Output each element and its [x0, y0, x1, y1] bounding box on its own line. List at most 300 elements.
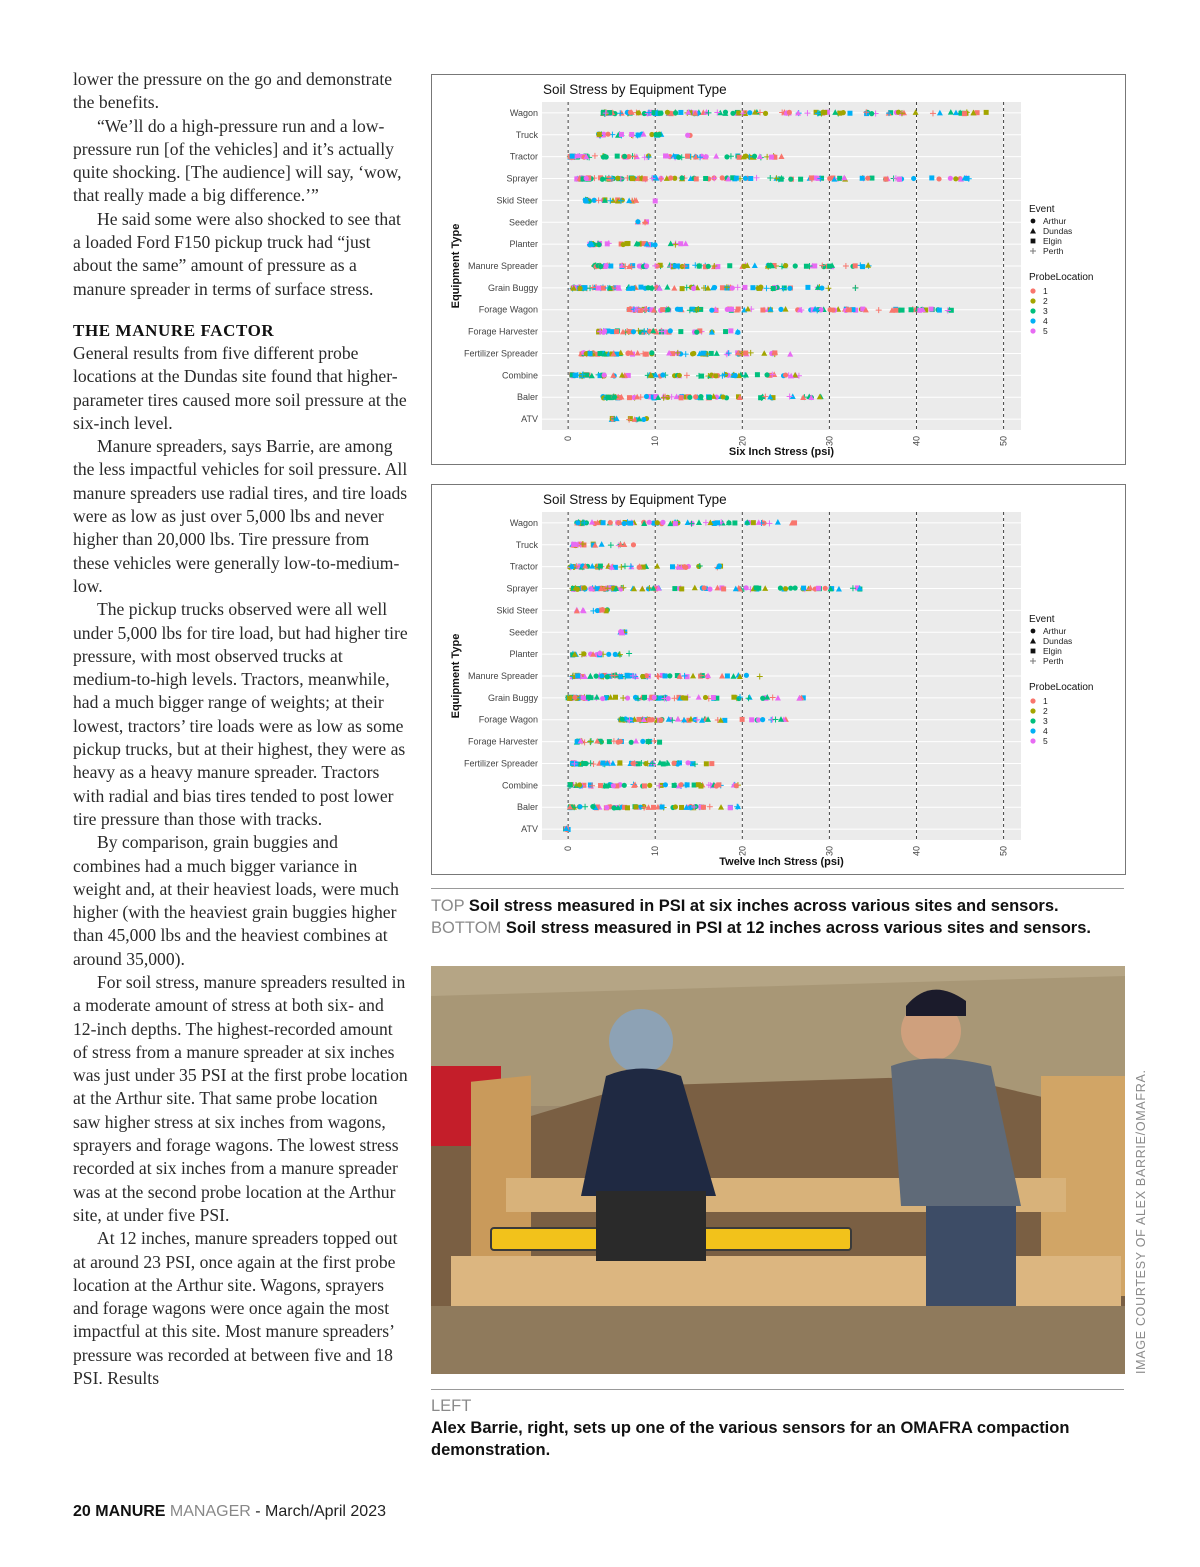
- legend-probe-label: 5: [1043, 326, 1048, 336]
- data-point: [847, 307, 852, 312]
- page-number: 20: [73, 1503, 91, 1520]
- photo-illustration: [431, 966, 1125, 1374]
- data-point: [577, 804, 582, 809]
- data-point: [691, 351, 696, 356]
- data-point: [741, 264, 746, 269]
- data-point: [597, 242, 602, 247]
- data-point: [581, 651, 586, 656]
- data-point: [576, 153, 581, 158]
- data-point: [599, 608, 604, 613]
- legend-event-label: Elgin: [1043, 236, 1062, 246]
- data-point: [706, 264, 711, 269]
- x-axis-title: Twelve Inch Stress (psi): [719, 856, 844, 868]
- legend-probe-swatch: [1030, 698, 1035, 703]
- data-point: [619, 132, 624, 137]
- data-point: [751, 520, 756, 525]
- x-tick-label: 0: [563, 846, 574, 852]
- category-label: Truck: [515, 129, 538, 140]
- photo-caption-label: LEFT: [431, 1397, 472, 1415]
- data-point: [679, 586, 684, 591]
- data-point: [685, 133, 690, 138]
- article-paragraph: lower the pressure on the go and demonstrate the benefits.: [73, 69, 393, 113]
- data-point: [604, 805, 609, 810]
- data-point: [676, 155, 681, 160]
- category-label: Grain Buggy: [487, 282, 538, 293]
- data-point: [612, 395, 617, 400]
- caption-bottom-text: Soil stress measured in PSI at 12 inches across various sites and sensors.: [505, 919, 1091, 937]
- data-point: [581, 695, 586, 700]
- data-point: [640, 739, 645, 744]
- article-paragraphs-bottom: [73, 342, 408, 1390]
- data-point: [625, 673, 630, 678]
- data-point: [661, 761, 666, 766]
- legend-plus-icon: [1030, 658, 1036, 664]
- category-label: Fertilizer Spreader: [463, 758, 538, 769]
- category-label: Planter: [509, 649, 538, 660]
- article-paragraph: For soil stress, manure spreaders resulted in a moderate amount of stress at both six- and 12-inch depths. The highest-recorded amount of stress from a manure spreader at six inches was just under 35 PSI at the first probe location at the Arthur site. That same probe location saw higher stress at six inches from wagons, sprayers and forage wagons. The lowest stress recorded at six inches from a manure spreader was at the second probe location at the Arthur site, at under five PSI.: [73, 971, 408, 1225]
- data-point: [643, 176, 648, 181]
- data-point: [614, 329, 619, 334]
- caption-top: [431, 895, 1124, 917]
- caption-bottom-label: BOTTOM: [431, 919, 502, 937]
- x-tick-label: 20: [737, 436, 748, 447]
- data-point: [595, 608, 600, 613]
- data-point: [570, 154, 575, 159]
- legend-event-title: Event: [1029, 204, 1055, 215]
- data-point: [618, 586, 623, 591]
- data-point: [575, 673, 580, 678]
- data-point: [823, 586, 828, 591]
- data-point: [622, 154, 627, 159]
- data-point: [683, 696, 688, 701]
- data-point: [771, 286, 776, 291]
- chart-title: Soil Stress by Equipment Type: [543, 82, 727, 97]
- data-point: [606, 652, 611, 657]
- data-point: [769, 155, 774, 160]
- data-point: [647, 783, 652, 788]
- data-point: [728, 805, 733, 810]
- legend-event-label: Arthur: [1043, 626, 1067, 636]
- legend-probe-label: 3: [1043, 716, 1048, 726]
- article-paragraph: Manure spreaders, says Barrie, are among the less impactful vehicles for soil pressure. All manure spreaders use radial tires, and tire loads were as low as just over 5,000 lbs and never higher than 20,000 lbs. Tire pressure from these vehicles were generally low-to-medium-low.: [73, 436, 408, 596]
- data-point: [715, 520, 720, 525]
- data-point: [782, 285, 787, 290]
- data-point: [869, 111, 874, 116]
- photo-caption-text: Alex Barrie, right, sets up one of the various sensors for an OMAFRA compaction demonstration.: [431, 1419, 1070, 1459]
- data-point: [652, 695, 657, 700]
- data-point: [792, 520, 797, 525]
- data-point: [622, 783, 627, 788]
- data-point: [657, 695, 662, 700]
- data-point: [720, 394, 725, 399]
- data-point: [694, 176, 699, 181]
- x-tick-label: 0: [563, 436, 574, 442]
- data-point: [668, 175, 673, 180]
- data-point: [732, 520, 737, 525]
- data-point: [730, 111, 735, 116]
- chart-title: Soil Stress by Equipment Type: [543, 492, 727, 507]
- data-point: [744, 585, 749, 590]
- legend-probe-swatch: [1030, 308, 1035, 313]
- data-point: [620, 198, 625, 203]
- data-point: [653, 198, 658, 203]
- data-point: [818, 307, 823, 312]
- data-point: [671, 761, 676, 766]
- data-point: [679, 395, 684, 400]
- data-point: [680, 286, 685, 291]
- legend-square-icon: [1031, 649, 1036, 654]
- category-label: Forage Harvester: [467, 326, 538, 337]
- data-point: [691, 286, 696, 291]
- data-point: [630, 286, 635, 291]
- category-label: Forage Wagon: [478, 714, 538, 725]
- data-point: [631, 542, 636, 547]
- data-point: [962, 111, 967, 116]
- data-point: [613, 695, 618, 700]
- legend-triangle-icon: [1030, 228, 1036, 234]
- legend-square-icon: [1031, 239, 1036, 244]
- data-point: [788, 586, 793, 591]
- article-paragraph: The pickup trucks observed were all well under 5,000 lbs for tire load, but had higher tire pressure, with most observed trucks at medium-to-high levels. Tractors, meanwhile, had a much bigger range of weights; at their lowest, tractors’ tire loads were as low as some pickup trucks, but at their highest, they were as heavy as a heavy manure spreader. Tractors with radial and bias tires tended to post lower tire pressure than those with tracks.: [73, 599, 408, 829]
- photo-caption: [431, 1395, 1124, 1461]
- data-point: [620, 717, 625, 722]
- data-point: [743, 351, 748, 356]
- data-point: [573, 373, 578, 378]
- data-point: [865, 176, 870, 181]
- legend-plus-icon: [1030, 248, 1036, 254]
- data-point: [596, 286, 601, 291]
- data-point: [828, 307, 833, 312]
- data-point: [911, 176, 916, 181]
- data-point: [628, 110, 633, 115]
- data-point: [744, 673, 749, 678]
- chart-captions: [431, 895, 1124, 939]
- data-point: [755, 372, 760, 377]
- x-tick-label: 10: [650, 436, 661, 447]
- data-point: [607, 739, 612, 744]
- article-paragraph: By comparison, grain buggies and combines had a much bigger variance in weight and, at their heaviest loads, were much higher (with the heaviest grain buggies higher than 45,000 lbs and the heaviest combines at around 35,000).: [73, 832, 399, 969]
- photo-sensor-setup: [431, 966, 1125, 1374]
- data-point: [805, 285, 810, 290]
- data-point: [605, 132, 610, 137]
- photo-credit: IMAGE COURTESY OF ALEX BARRIE/OMAFRA.: [1134, 1069, 1148, 1374]
- chart-six-inch-svg: [432, 75, 1125, 464]
- data-point: [613, 652, 618, 657]
- data-point: [772, 350, 777, 355]
- data-point: [598, 564, 603, 569]
- category-label: Planter: [509, 239, 538, 250]
- data-point: [599, 673, 604, 678]
- data-point: [663, 782, 668, 787]
- data-point: [679, 805, 684, 810]
- data-point: [929, 307, 934, 312]
- data-point: [701, 805, 706, 810]
- x-tick-label: 50: [998, 846, 1009, 857]
- data-point: [731, 695, 736, 700]
- data-point: [743, 176, 748, 181]
- data-point: [787, 110, 792, 115]
- category-label: ATV: [521, 414, 538, 425]
- data-point: [698, 394, 703, 399]
- data-point: [707, 395, 712, 400]
- section-heading: THE MANURE FACTOR: [73, 320, 275, 340]
- category-label: Tractor: [509, 561, 538, 572]
- data-point: [725, 673, 730, 678]
- category-label: Seeder: [508, 627, 538, 638]
- legend-probe-swatch: [1030, 728, 1035, 733]
- caption-bottom: [431, 917, 1124, 939]
- data-point: [673, 521, 678, 526]
- data-point: [704, 154, 709, 159]
- data-point: [649, 350, 654, 355]
- category-label: Sprayer: [506, 173, 538, 184]
- data-point: [567, 696, 572, 701]
- data-point: [602, 373, 607, 378]
- data-point: [953, 176, 958, 181]
- data-point: [917, 308, 922, 313]
- data-point: [630, 176, 635, 181]
- data-point: [577, 782, 582, 787]
- data-point: [646, 586, 651, 591]
- data-point: [853, 263, 858, 268]
- data-point: [690, 307, 695, 312]
- legend-probe-label: 1: [1043, 286, 1048, 296]
- data-point: [601, 154, 606, 159]
- data-point: [660, 520, 665, 525]
- data-point: [666, 307, 671, 312]
- legend-probe-label: 2: [1043, 296, 1048, 306]
- article-paragraph: General results from five different probe locations at the Dundas site found that higher-parameter tires caused more soil pressure at the six-inch level.: [73, 342, 407, 433]
- data-point: [788, 177, 793, 182]
- data-point: [657, 740, 662, 745]
- data-point: [584, 176, 589, 181]
- data-point: [622, 521, 627, 526]
- category-label: ATV: [521, 824, 538, 835]
- x-tick-label: 30: [824, 846, 835, 857]
- data-point: [729, 307, 734, 312]
- data-point: [658, 717, 663, 722]
- data-point: [600, 696, 605, 701]
- data-point: [697, 264, 702, 269]
- legend-event-label: Perth: [1043, 246, 1064, 256]
- data-point: [816, 586, 821, 591]
- legend-probe-swatch: [1030, 318, 1035, 323]
- data-point: [675, 307, 680, 312]
- data-point: [720, 175, 725, 180]
- legend-event-label: Elgin: [1043, 646, 1062, 656]
- category-label: Seeder: [508, 217, 538, 228]
- chart-twelve-inch: [431, 484, 1126, 875]
- data-point: [827, 176, 832, 181]
- data-point: [704, 761, 709, 766]
- category-label: Combine: [501, 370, 538, 381]
- data-point: [727, 263, 732, 268]
- data-point: [783, 586, 788, 591]
- data-point: [679, 782, 684, 787]
- category-label: Sprayer: [506, 583, 538, 594]
- y-axis-title: Equipment Type: [450, 223, 462, 309]
- data-point: [713, 373, 718, 378]
- data-point: [655, 520, 660, 525]
- data-point: [712, 285, 717, 290]
- data-point: [709, 308, 714, 313]
- data-point: [948, 176, 953, 181]
- data-point: [724, 154, 729, 159]
- data-point: [633, 804, 638, 809]
- y-axis-title: Equipment Type: [450, 633, 462, 719]
- article-paragraph: He said some were also shocked to see that a loaded Ford F150 pickup truck had “just about the same” amount of pressure as a manure spreader in terms of surface stress.: [73, 208, 401, 299]
- legend-event-label: Dundas: [1043, 226, 1073, 236]
- data-point: [672, 586, 677, 591]
- data-point: [597, 651, 602, 656]
- data-point: [929, 175, 934, 180]
- x-axis-title: Six Inch Stress (psi): [728, 446, 835, 458]
- data-point: [665, 110, 670, 115]
- data-point: [615, 154, 620, 159]
- data-point: [733, 373, 738, 378]
- data-point: [936, 176, 941, 181]
- data-point: [635, 241, 640, 246]
- data-point: [636, 110, 641, 115]
- data-point: [809, 175, 814, 180]
- data-point: [778, 586, 783, 591]
- data-point: [657, 132, 662, 137]
- legend-probe-label: 4: [1043, 726, 1048, 736]
- data-point: [598, 783, 603, 788]
- data-point: [636, 133, 641, 138]
- x-tick-label: 40: [911, 846, 922, 857]
- data-point: [625, 241, 630, 246]
- data-point: [577, 286, 582, 291]
- data-point: [685, 674, 690, 679]
- data-point: [692, 783, 697, 788]
- data-point: [847, 111, 852, 116]
- data-point: [678, 110, 683, 115]
- data-point: [594, 674, 599, 679]
- legend-probe-label: 4: [1043, 316, 1048, 326]
- data-point: [748, 176, 753, 181]
- legend-probe-swatch: [1030, 328, 1035, 333]
- data-point: [742, 285, 747, 290]
- data-point: [581, 542, 586, 547]
- category-label: Wagon: [509, 107, 538, 118]
- data-point: [627, 395, 632, 400]
- data-point: [667, 673, 672, 678]
- data-point: [652, 242, 657, 247]
- data-point: [572, 695, 577, 700]
- data-point: [660, 372, 665, 377]
- data-point: [643, 352, 648, 357]
- data-point: [678, 329, 683, 334]
- article-paragraph: At 12 inches, manure spreaders topped out at around 23 PSI, once again at the first probe location at the Arthur site. Wagons, sprayers and forage wagons were once again the most impactful at this site. Most manure spreaders’ pressure was recorded at between five and 18 PSI. Results: [73, 1228, 398, 1389]
- data-point: [860, 176, 865, 181]
- data-point: [649, 286, 654, 291]
- x-tick-label: 50: [998, 436, 1009, 447]
- data-point: [693, 394, 698, 399]
- legend-probe-swatch: [1030, 288, 1035, 293]
- data-point: [597, 132, 602, 137]
- data-point: [647, 520, 652, 525]
- category-label: Wagon: [509, 517, 538, 528]
- data-point: [581, 761, 586, 766]
- data-point: [658, 111, 663, 116]
- data-point: [663, 673, 668, 678]
- data-point: [642, 695, 647, 700]
- data-point: [682, 564, 687, 569]
- data-point: [747, 110, 752, 115]
- x-tick-label: 30: [824, 436, 835, 447]
- data-point: [590, 804, 595, 809]
- category-label: Manure Spreader: [467, 261, 538, 271]
- data-point: [715, 264, 720, 269]
- category-label: Fertilizer Spreader: [463, 348, 538, 359]
- data-point: [616, 520, 621, 525]
- data-point: [642, 783, 647, 788]
- data-point: [798, 177, 803, 182]
- data-point: [625, 805, 630, 810]
- legend-event-title: Event: [1029, 614, 1055, 625]
- data-point: [760, 696, 765, 701]
- data-point: [685, 760, 690, 765]
- data-point: [716, 782, 721, 787]
- data-point: [709, 761, 714, 766]
- data-point: [699, 374, 704, 379]
- page-footer: [73, 1503, 386, 1521]
- data-point: [582, 585, 587, 590]
- data-point: [764, 372, 769, 377]
- data-point: [734, 176, 739, 181]
- data-point: [644, 394, 649, 399]
- legend-event-label: Perth: [1043, 656, 1064, 666]
- data-point: [638, 285, 643, 290]
- data-point: [740, 717, 745, 722]
- data-point: [643, 761, 648, 766]
- data-point: [621, 242, 626, 247]
- data-point: [598, 264, 603, 269]
- data-point: [673, 804, 678, 809]
- category-label: Grain Buggy: [487, 692, 538, 703]
- data-point: [629, 740, 634, 745]
- category-label: Manure Spreader: [467, 671, 538, 681]
- data-point: [752, 154, 757, 159]
- caption-top-label: TOP: [431, 897, 465, 915]
- data-point: [720, 285, 725, 290]
- data-point: [605, 674, 610, 679]
- legend-probe-label: 2: [1043, 706, 1048, 716]
- data-point: [698, 784, 703, 789]
- chart-twelve-inch-svg: [432, 485, 1125, 874]
- data-point: [728, 328, 733, 333]
- data-point: [583, 198, 588, 203]
- legend-event-label: Arthur: [1043, 216, 1067, 226]
- data-point: [787, 286, 792, 291]
- data-point: [608, 520, 613, 525]
- data-point: [685, 154, 690, 159]
- data-point: [758, 285, 763, 290]
- category-label: Tractor: [509, 151, 538, 162]
- data-point: [778, 307, 783, 312]
- data-point: [673, 110, 678, 115]
- data-point: [605, 241, 610, 246]
- data-point: [783, 263, 788, 268]
- data-point: [701, 351, 706, 356]
- data-point: [608, 264, 613, 269]
- data-point: [678, 241, 683, 246]
- data-point: [783, 372, 788, 377]
- category-label: Forage Harvester: [467, 736, 538, 747]
- data-point: [760, 717, 765, 722]
- data-point: [646, 739, 651, 744]
